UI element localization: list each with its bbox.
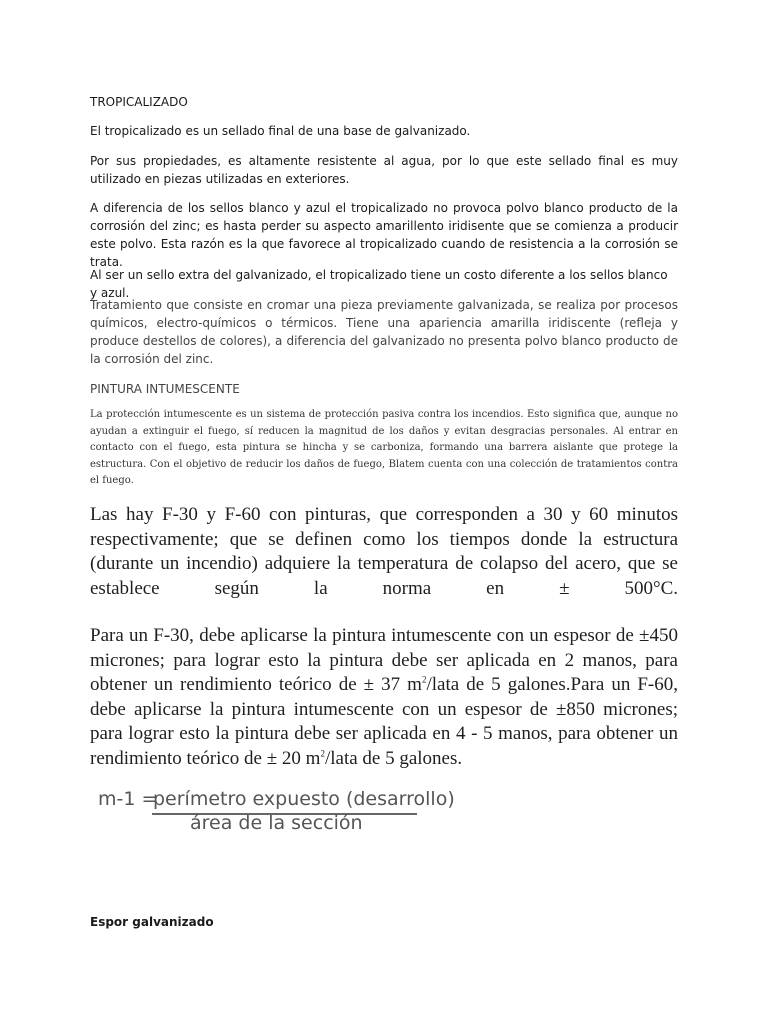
formula-denominator: área de la sección [190, 812, 363, 834]
paragraph-tropicalizado-propiedades: Por sus propiedades, es altamente resistente al agua, por lo que este sellado final es muy utilizado en piezas utilizadas en exteriores. [90, 154, 678, 186]
paragraph-tropicalizado-intro: El tropicalizado es un sellado final de una base de galvanizado. [90, 124, 471, 138]
paragraph-proteccion-intumescente: La protección intumescente es un sistema de protección pasiva contra los incendios. Esto significa que, aunque no ayudan a extinguir el fuego, sí reducen la magnitud de los daños y evitan desgracias personales. Al entrar en contacto con el fuego, esta pintura se hincha y se carboniza, formando una barrera aislante que protege la estructura. Con el objetivo de reducir los daños de fuego, Blatem cuenta con una colección de tratamientos contra el fuego. [90, 409, 678, 487]
superscript-m2-a: 2 [421, 674, 427, 685]
section-title-espor-galvanizado: Espor galvanizado [90, 915, 214, 929]
section-title-pintura-intumescente: PINTURA INTUMESCENTE [90, 382, 240, 396]
espesor-text-c: /lata de 5 galones. [324, 747, 463, 769]
paragraph-tropicalizado-tratamiento: Tratamiento que consiste en cromar una pieza previamente galvanizada, se realiza por procesos químicos, electro-químicos o térmicos. Tiene una apariencia amarilla iridiscente (refleja y produce destellos de colores), a diferencia del galvanizado no presenta polvo blanco producto de la corrosión del zinc. [90, 298, 678, 366]
paragraph-tropicalizado-costo: Al ser un sello extra del galvanizado, el tropicalizado tiene un costo diferente a los sellos blanco y azul. [90, 268, 668, 300]
paragraph-espesor [90, 624, 678, 771]
paragraph-tropicalizado-diferencia: A diferencia de los sellos blanco y azul el tropicalizado no provoca polvo blanco producto de la corrosión del zinc; es hasta perder su aspecto amarillento iridisente que se comienza a producir este polvo. Esta razón es la que favorece al tropicalizado cuando de resistencia a la corrosión se trata. [90, 201, 678, 269]
espesor-text-b: /lata de 5 galones.Para un F-60, debe aplicarse la pintura intumescente con un espesor de ±850 micrones; para lograr esto la pintura debe ser aplicada en 4 - 5 manos, para obtener un rendimiento teórico de ± 20 m [90, 674, 678, 769]
paragraph-f30-f60: Las hay F-30 y F-60 con pinturas, que corresponden a 30 y 60 minutos respectivamente; que se definen como los tiempos donde la estructura (durante un incendio) adquiere la temperatura de colapso del acero, que se establece según la norma en ± 500°C. [90, 504, 678, 599]
formula-numerator: perímetro expuesto (desarrollo) [153, 788, 455, 810]
formula-lhs: m-1 = [98, 788, 158, 810]
superscript-m2-b: 2 [320, 748, 325, 759]
section-title-tropicalizado: TROPICALIZADO [90, 95, 188, 109]
espesor-text-a: Para un F-30, debe aplicarse la pintura intumescente con un espesor de ±450 micrones; para lograr esto la pintura debe ser aplicada en 2 manos, para obtener un rendimiento teórico de ± 37 m [90, 625, 678, 695]
